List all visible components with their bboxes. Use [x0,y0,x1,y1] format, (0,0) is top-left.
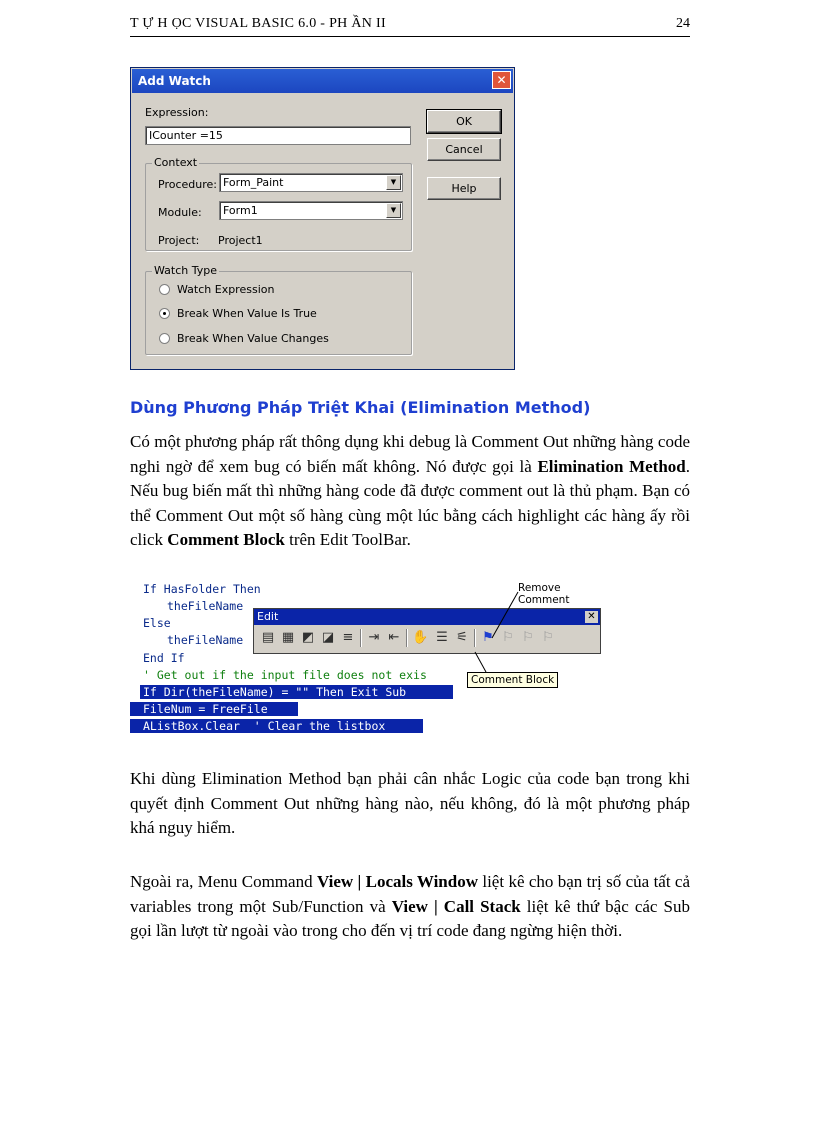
leader-line-comment [475,652,486,672]
procedure-value: Form_Paint [223,176,284,189]
leader-line-remove [492,592,518,638]
clear-bookmarks-icon[interactable]: ⚐ [542,630,554,645]
selected-code-line: AListBox.Clear ' Clear the listbox [130,719,423,733]
project-label: Project: [158,234,200,247]
page-number: 24 [676,16,690,31]
procedure-label: Procedure: [158,178,217,191]
remove-comment-callout: Remove Comment [518,582,570,606]
selected-code-line: If Dir(theFileName) = "" Then Exit Sub [140,685,453,699]
para-bold: Elimination Method [537,456,686,476]
para-text: Có một phương pháp rất thông dụng khi debug là Comment Out những hàng code nghi ngờ để xem bug có biến mất không. Nó được gọi là [130,432,690,476]
chevron-down-icon[interactable]: ▼ [386,203,401,218]
module-label: Module: [158,206,202,219]
code-line: theFileName [167,633,244,647]
code-line: If HasFolder Then [143,582,261,596]
next-bookmark-icon[interactable]: ⚐ [502,630,514,645]
para-text: Ngoài ra, Menu Command [130,872,317,891]
toggle-bookmark-icon[interactable]: ⚑ [482,630,494,645]
radio-icon[interactable] [159,284,170,295]
callout-leader-lines [130,578,610,736]
section-heading: Dùng Phương Pháp Triệt Khai (Elimination Method) [130,398,591,417]
toolbar-close-icon[interactable]: ✕ [585,611,598,623]
ok-button[interactable]: OK [427,110,501,133]
code-line: theFileName [167,599,244,613]
dialog-title: Add Watch [138,74,211,88]
code-comment-line: ' Get out if the input file does not exis [143,668,427,682]
procedure-select[interactable] [219,173,403,192]
watch-type-title: Watch Type [154,264,218,277]
paragraph-locals-callstack [130,870,690,944]
project-value: Project1 [218,234,263,247]
para-text: . Nếu bug biến mất thì những hàng code đã được comment out là thủ phạm. Bạn có thể Comment Out một số hàng cùng một lúc bằng cách highlight các hàng ấy rồi click [130,456,690,550]
outdent-icon[interactable]: ⇤ [388,630,400,645]
radio-label: Break When Value Changes [177,332,329,345]
code-line: Else [143,616,171,630]
close-icon[interactable]: ✕ [492,71,511,89]
radio-label: Watch Expression [177,283,275,296]
para-bold: View | Call Stack [391,896,521,916]
comment-block-icon[interactable]: ☰ [436,630,448,645]
module-select[interactable] [219,201,403,220]
para-text: liệt kê cho bạn trị số của tất cả variables trong một Sub/Function và [130,872,691,916]
dialog-titlebar [132,69,513,93]
add-watch-dialog [130,67,515,370]
quick-info-icon[interactable]: ◩ [301,630,315,645]
toolbar-title: Edit [254,609,600,625]
page-header [130,14,690,37]
comment-block-callout: Comment Block [467,672,558,688]
code-toolbar-figure [130,578,610,736]
list-constants-icon[interactable]: ▦ [281,630,295,645]
previous-bookmark-icon[interactable]: ⚐ [522,630,534,645]
radio-icon[interactable] [159,333,170,344]
complete-word-icon[interactable]: ≡ [342,630,354,645]
para-text: trên Edit ToolBar. [284,530,411,550]
expression-label: Expression: [145,106,209,119]
radio-watch-expression[interactable] [159,283,274,297]
paragraph-logic-warning: Khi dùng Elimination Method bạn phải cân nhắc Logic của code bạn trong khi quyết định Comment Out những hàng nào, nếu không, đó là một phương pháp khá nguy hiểm. [130,769,690,838]
cancel-button[interactable]: Cancel [427,138,501,161]
indent-icon[interactable]: ⇥ [368,630,380,645]
para-bold: View | Locals Window [316,872,478,891]
radio-label: Break When Value Is True [177,307,317,320]
radio-selected-icon[interactable] [159,308,170,319]
list-properties-icon[interactable]: ▤ [261,630,275,645]
parameter-info-icon[interactable]: ◪ [321,630,335,645]
expression-input[interactable]: ICounter =15 [145,126,411,145]
context-group-title: Context [154,156,198,169]
toggle-breakpoint-icon[interactable]: ✋ [412,630,429,645]
paragraph-elimination [130,430,690,553]
chevron-down-icon[interactable]: ▼ [386,175,401,190]
help-button[interactable]: Help [427,177,501,200]
uncomment-block-icon[interactable]: ⚟ [456,630,468,645]
radio-break-when-true[interactable] [159,307,317,321]
module-value: Form1 [223,204,258,217]
code-line: End If [143,651,185,665]
para-bold: Comment Block [167,530,285,550]
para-text: liệt kê thứ bậc các Sub gọi lần lượt từ ngoài vào trong cho đến vị trí code đang ngừng hiện thời. [130,896,690,941]
selected-code-line: FileNum = FreeFile [130,702,298,716]
header-title: T Ự H ỌC VISUAL BASIC 6.0 - PH ẦN II [130,16,386,31]
radio-break-when-changes[interactable] [159,332,329,346]
